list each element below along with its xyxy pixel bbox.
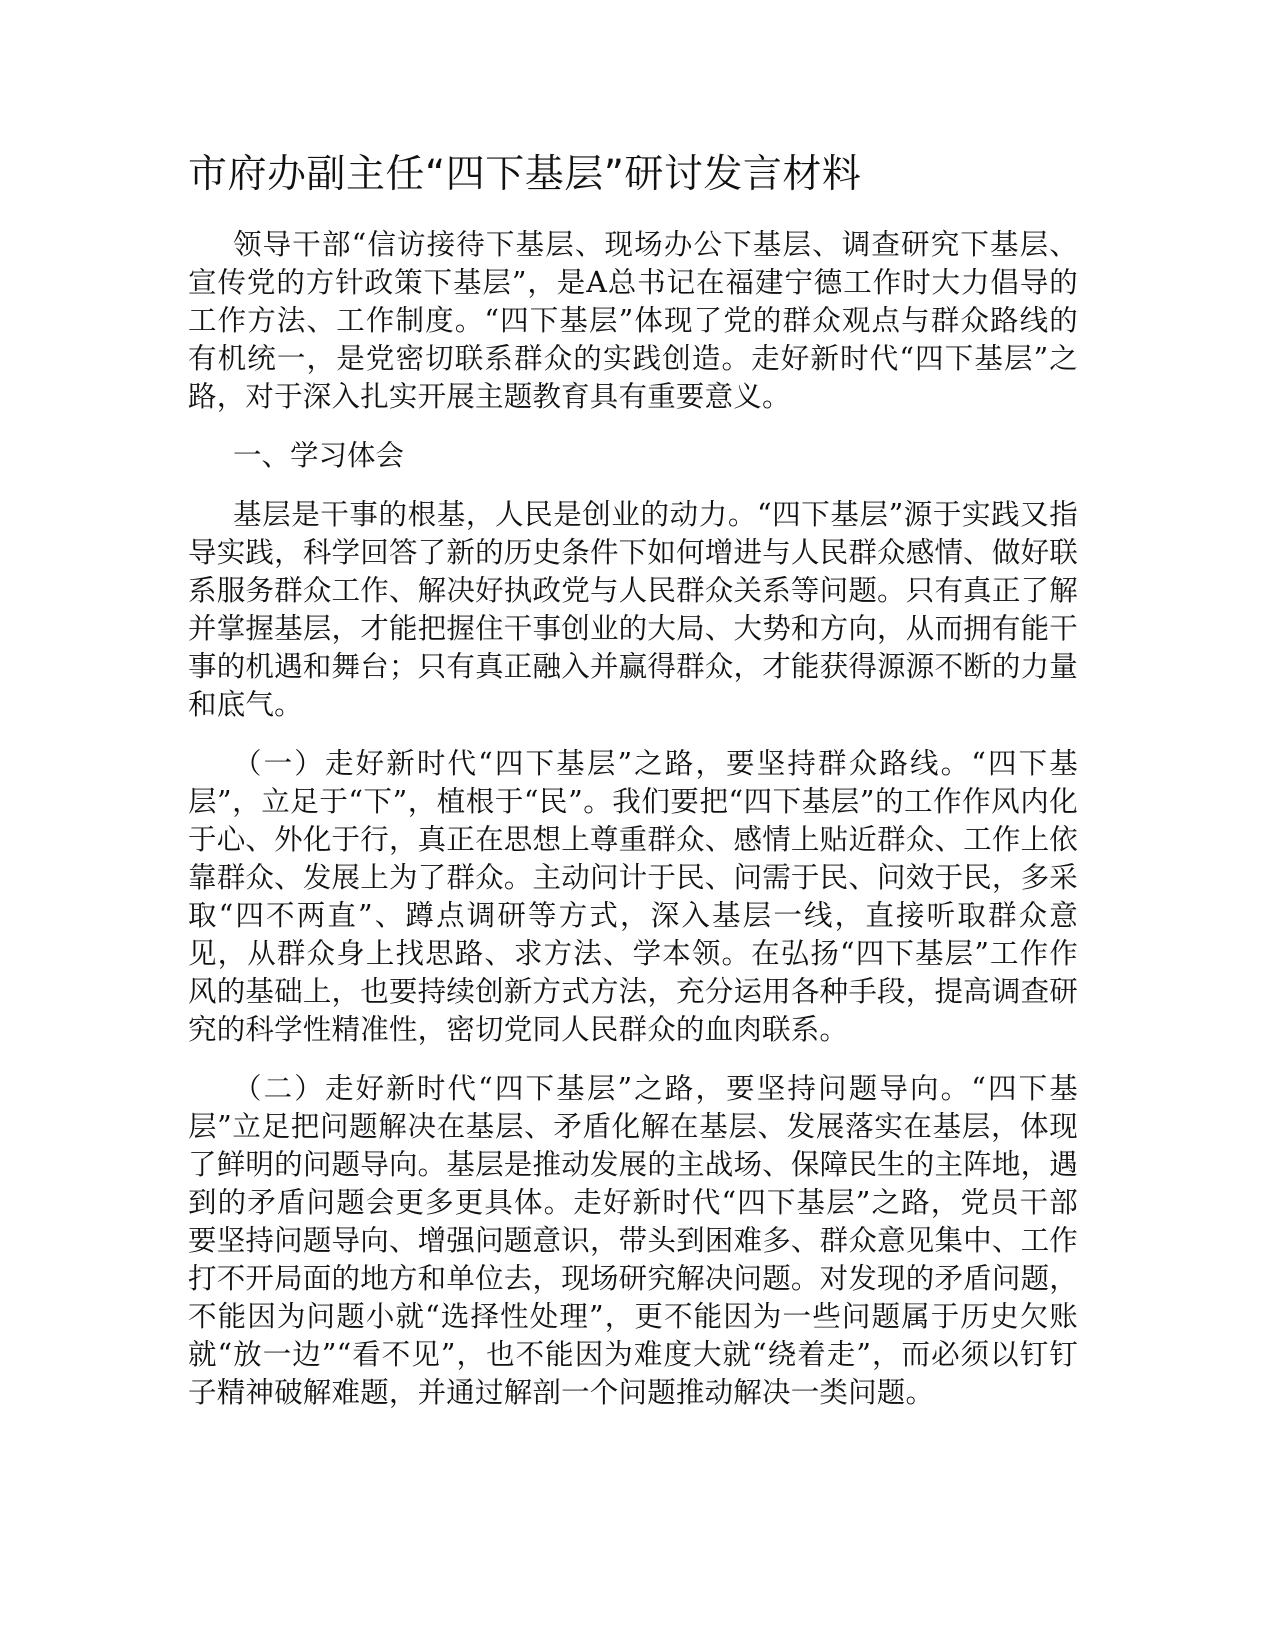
- body-paragraph: （二）走好新时代“四下基层”之路，要坚持问题导向。“四下基层”立足把问题解决在基层、矛盾化解在基层、发展落实在基层，体现了鲜明的问题导向。基层是推动发展的主战场、保障民生的主阵地，遇到的矛盾问题会更多更具体。走好新时代“四下基层”之路，党员干部要坚持问题导向、增强问题意识，带头到困难多、群众意见集中、工作打不开局面的地方和单位去，现场研究解决问题。对发现的矛盾问题，不能因为问题小就“选择性处理”，更不能因为一些问题属于历史欠账就“放一边”“看不见”，也不能因为难度大就“绕着走”，而必须以钉钉子精神破解难题，并通过解剖一个问题推动解决一类问题。: [188, 1072, 1078, 1409]
- document-body: [188, 226, 1078, 1433]
- body-paragraph: 基层是干事的根基，人民是创业的动力。“四下基层”源于实践又指导实践，科学回答了新的历史条件下如何增进与人民群众感情、做好联系服务群众工作、解决好执政党与人民群众关系等问题。只有真正了解并掌握基层，才能把握住干事创业的大局、大势和方向，从而拥有能干事的机遇和舞台；只有真正融入并赢得群众，才能获得源源不断的力量和底气。: [188, 498, 1078, 721]
- section-heading: 一、学习体会: [233, 439, 405, 472]
- intro-paragraph: 领导干部“信访接待下基层、现场办公下基层、调查研究下基层、宣传党的方针政策下基层”，是A总书记在福建宁德工作时大力倡导的工作方法、工作制度。“四下基层”体现了党的群众观点与群众路线的有机统一，是党密切联系群众的实践创造。走好新时代“四下基层”之路，对于深入扎实开展主题教育具有重要意义。: [188, 228, 1078, 413]
- body-paragraph: （一）走好新时代“四下基层”之路，要坚持群众路线。“四下基层”，立足于“下”，植根于“民”。我们要把“四下基层”的工作作风内化于心、外化于行，真正在思想上尊重群众、感情上贴近群众、工作上依靠群众、发展上为了群众。主动问计于民、问需于民、问效于民，多采取“四不两直”、蹲点调研等方式，深入基层一线，直接听取群众意见，从群众身上找思路、求方法、学本领。在弘扬“四下基层”工作作风的基础上，也要持续创新方式方法，充分运用各种手段，提高调查研究的科学性精准性，密切党同人民群众的血肉联系。: [188, 747, 1078, 1046]
- document-title: 市府办副主任“四下基层”研讨发言材料: [188, 152, 862, 197]
